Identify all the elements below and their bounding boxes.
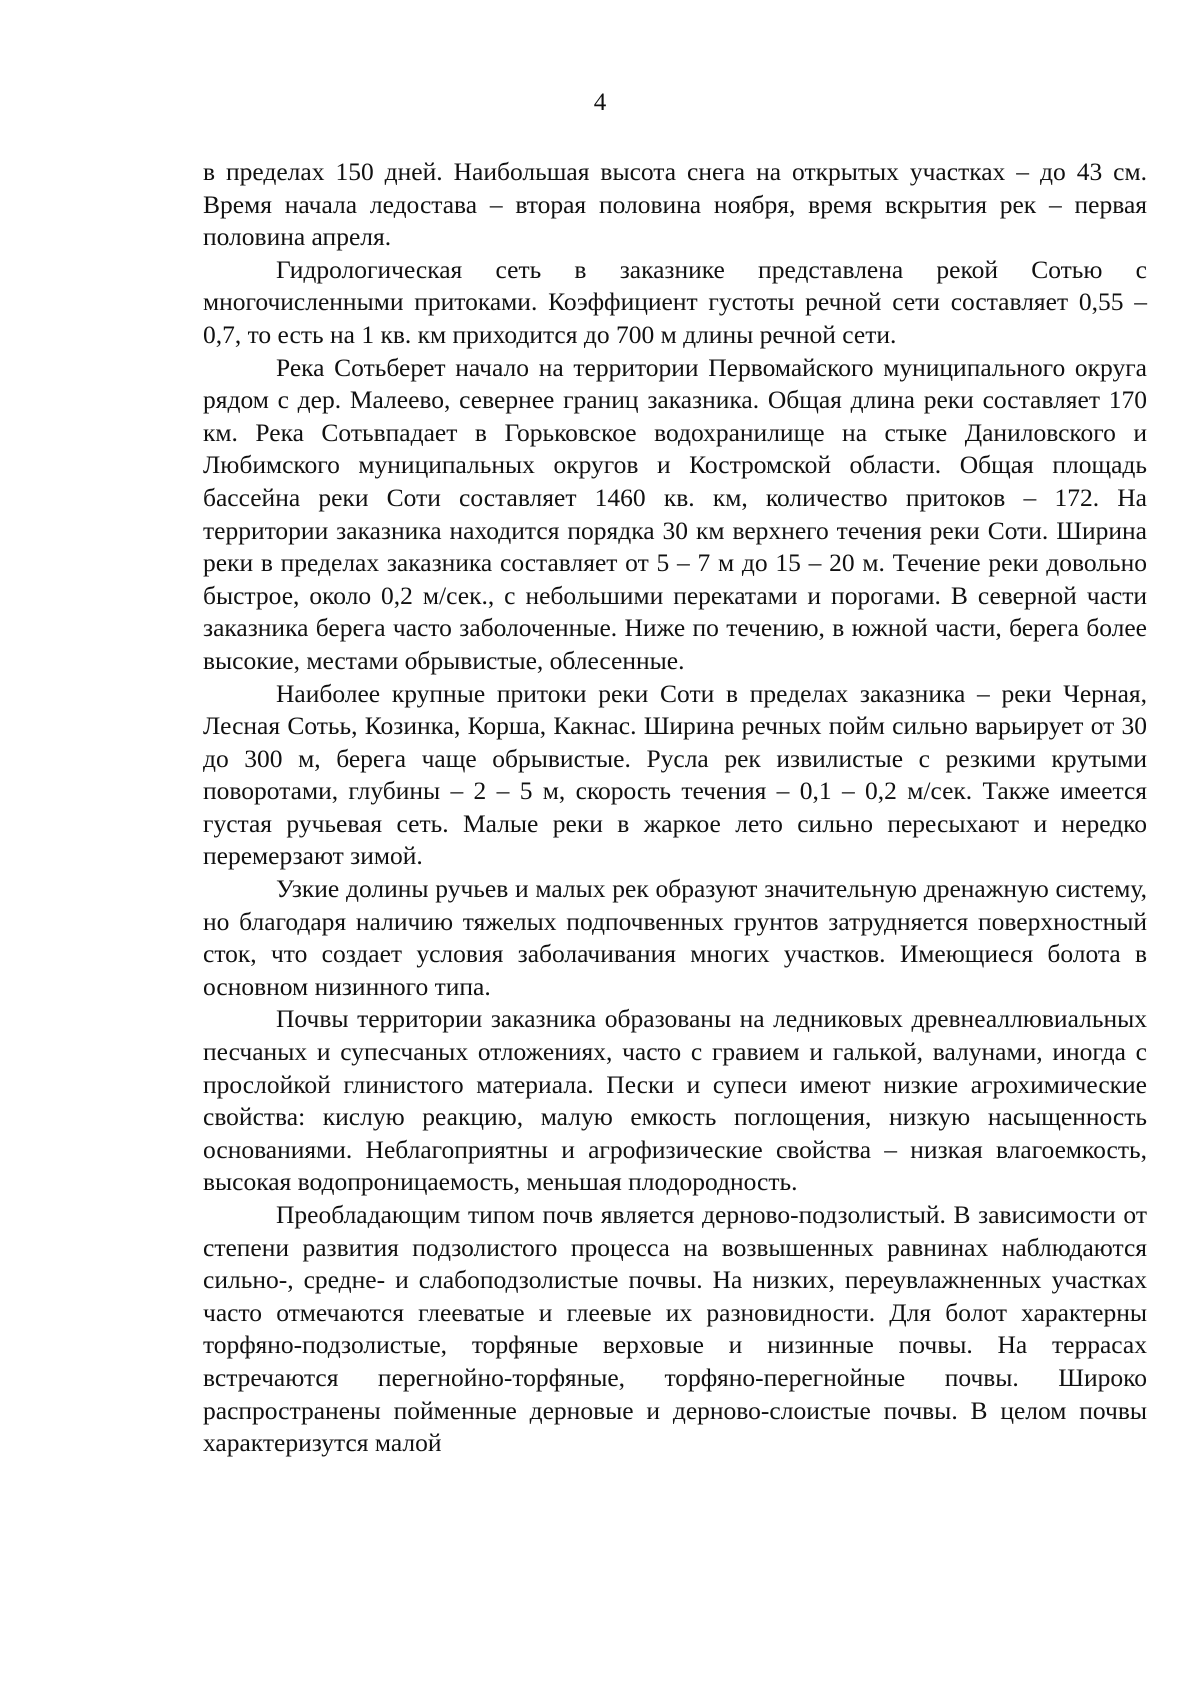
page-number: 4 — [593, 89, 607, 116]
paragraph-soil-types: Преобладающим типом почв является дерново-подзолистый. В зависимости от степени развития подзолистого процесса на возвышенных равнинах наблюдаются сильно-, средне- и слабоподзолистые почвы. На низких, переувлажненных участках часто отмечаются глееватые и глеевые их разновидности. Для болот характерны торфяно-подзолистые, торфяные верховые и низинные почвы. На террасах встречаются перегнойно-торфяные, торфяно-перегнойные почвы. Широко распространены пойменные дерновые и дерново-слоистые почвы. В целом почвы характеризутся малой — [203, 1200, 1147, 1458]
paragraph-hydrology: Гидрологическая сеть в заказнике представлена рекой Сотью с многочисленными притоками. Коэффициент густоты речной сети составляет 0,55 – 0,7, то есть на 1 кв. км приходится до 700 м длины речной сети. — [203, 254, 1147, 349]
paragraph-drainage: Узкие долины ручьев и малых рек образуют значительную дренажную систему, но благодаря наличию тяжелых подпочвенных грунтов затрудняется поверхностный сток, что создает условия заболачивания многих участков. Имеющиеся болота в основном низинного типа. — [203, 874, 1147, 1001]
paragraph-tributaries: Наиболее крупные притоки реки Соти в пределах заказника – реки Черная, Лесная Сотьь, Козинка, Корша, Какнас. Ширина речных пойм сильно варьирует от 30 до 300 м, берега чаще обрывистые. Русла рек извилистые с резкими крутыми поворотами, глубины – 2 – 5 м, скорость течения – 0,1 – 0,2 м/сек. Также имеется густая ручьевая сеть. Малые реки в жаркое лето сильно пересыхают и нередко перемерзают зимой. — [203, 678, 1147, 871]
paragraph-sot-river: Река Сотьберет начало на территории Первомайского муниципального округа рядом с дер. Малеево, севернее границ заказника. Общая длина реки составляет 170 км. Река Сотьвпадает в Горьковское водохранилище на стыке Даниловского и Любимского муниципальных округов и Костромской области. Общая площадь бассейна реки Соти составляет 1460 кв. км, количество притоков – 172. На территории заказника находится порядка 30 км верхнего течения реки Соти. Ширина реки в пределах заказника составляет от 5 – 7 м до 15 – 20 м. Течение реки довольно быстрое, около 0,2 м/сек., с небольшими перекатами и порогами. В северной части заказника берега часто заболоченные. Ниже по течению, в южной части, берега более высокие, местами обрывистые, облесенные. — [203, 352, 1147, 675]
paragraph-soil-parent-material: Почвы территории заказника образованы на ледниковых древнеаллювиальных песчаных и супесчаных отложениях, часто с гравием и галькой, валунами, иногда с прослойкой глинистого материала. Пески и супеси имеют низкие агрохимические свойства: кислую реакцию, малую емкость поглощения, низкую насыщенность основаниями. Неблагоприятны и агрофизические свойства – низкая влагоемкость, высокая водопроницаемость, меньшая плодородность. — [203, 1004, 1147, 1197]
body-text — [203, 156, 1147, 1460]
paragraph-snow-and-ice: в пределах 150 дней. Наибольшая высота снега на открытых участках – до 43 см. Время начала ледостава – вторая половина ноября, время вскрытия рек – первая половина апреля. — [203, 157, 1147, 252]
